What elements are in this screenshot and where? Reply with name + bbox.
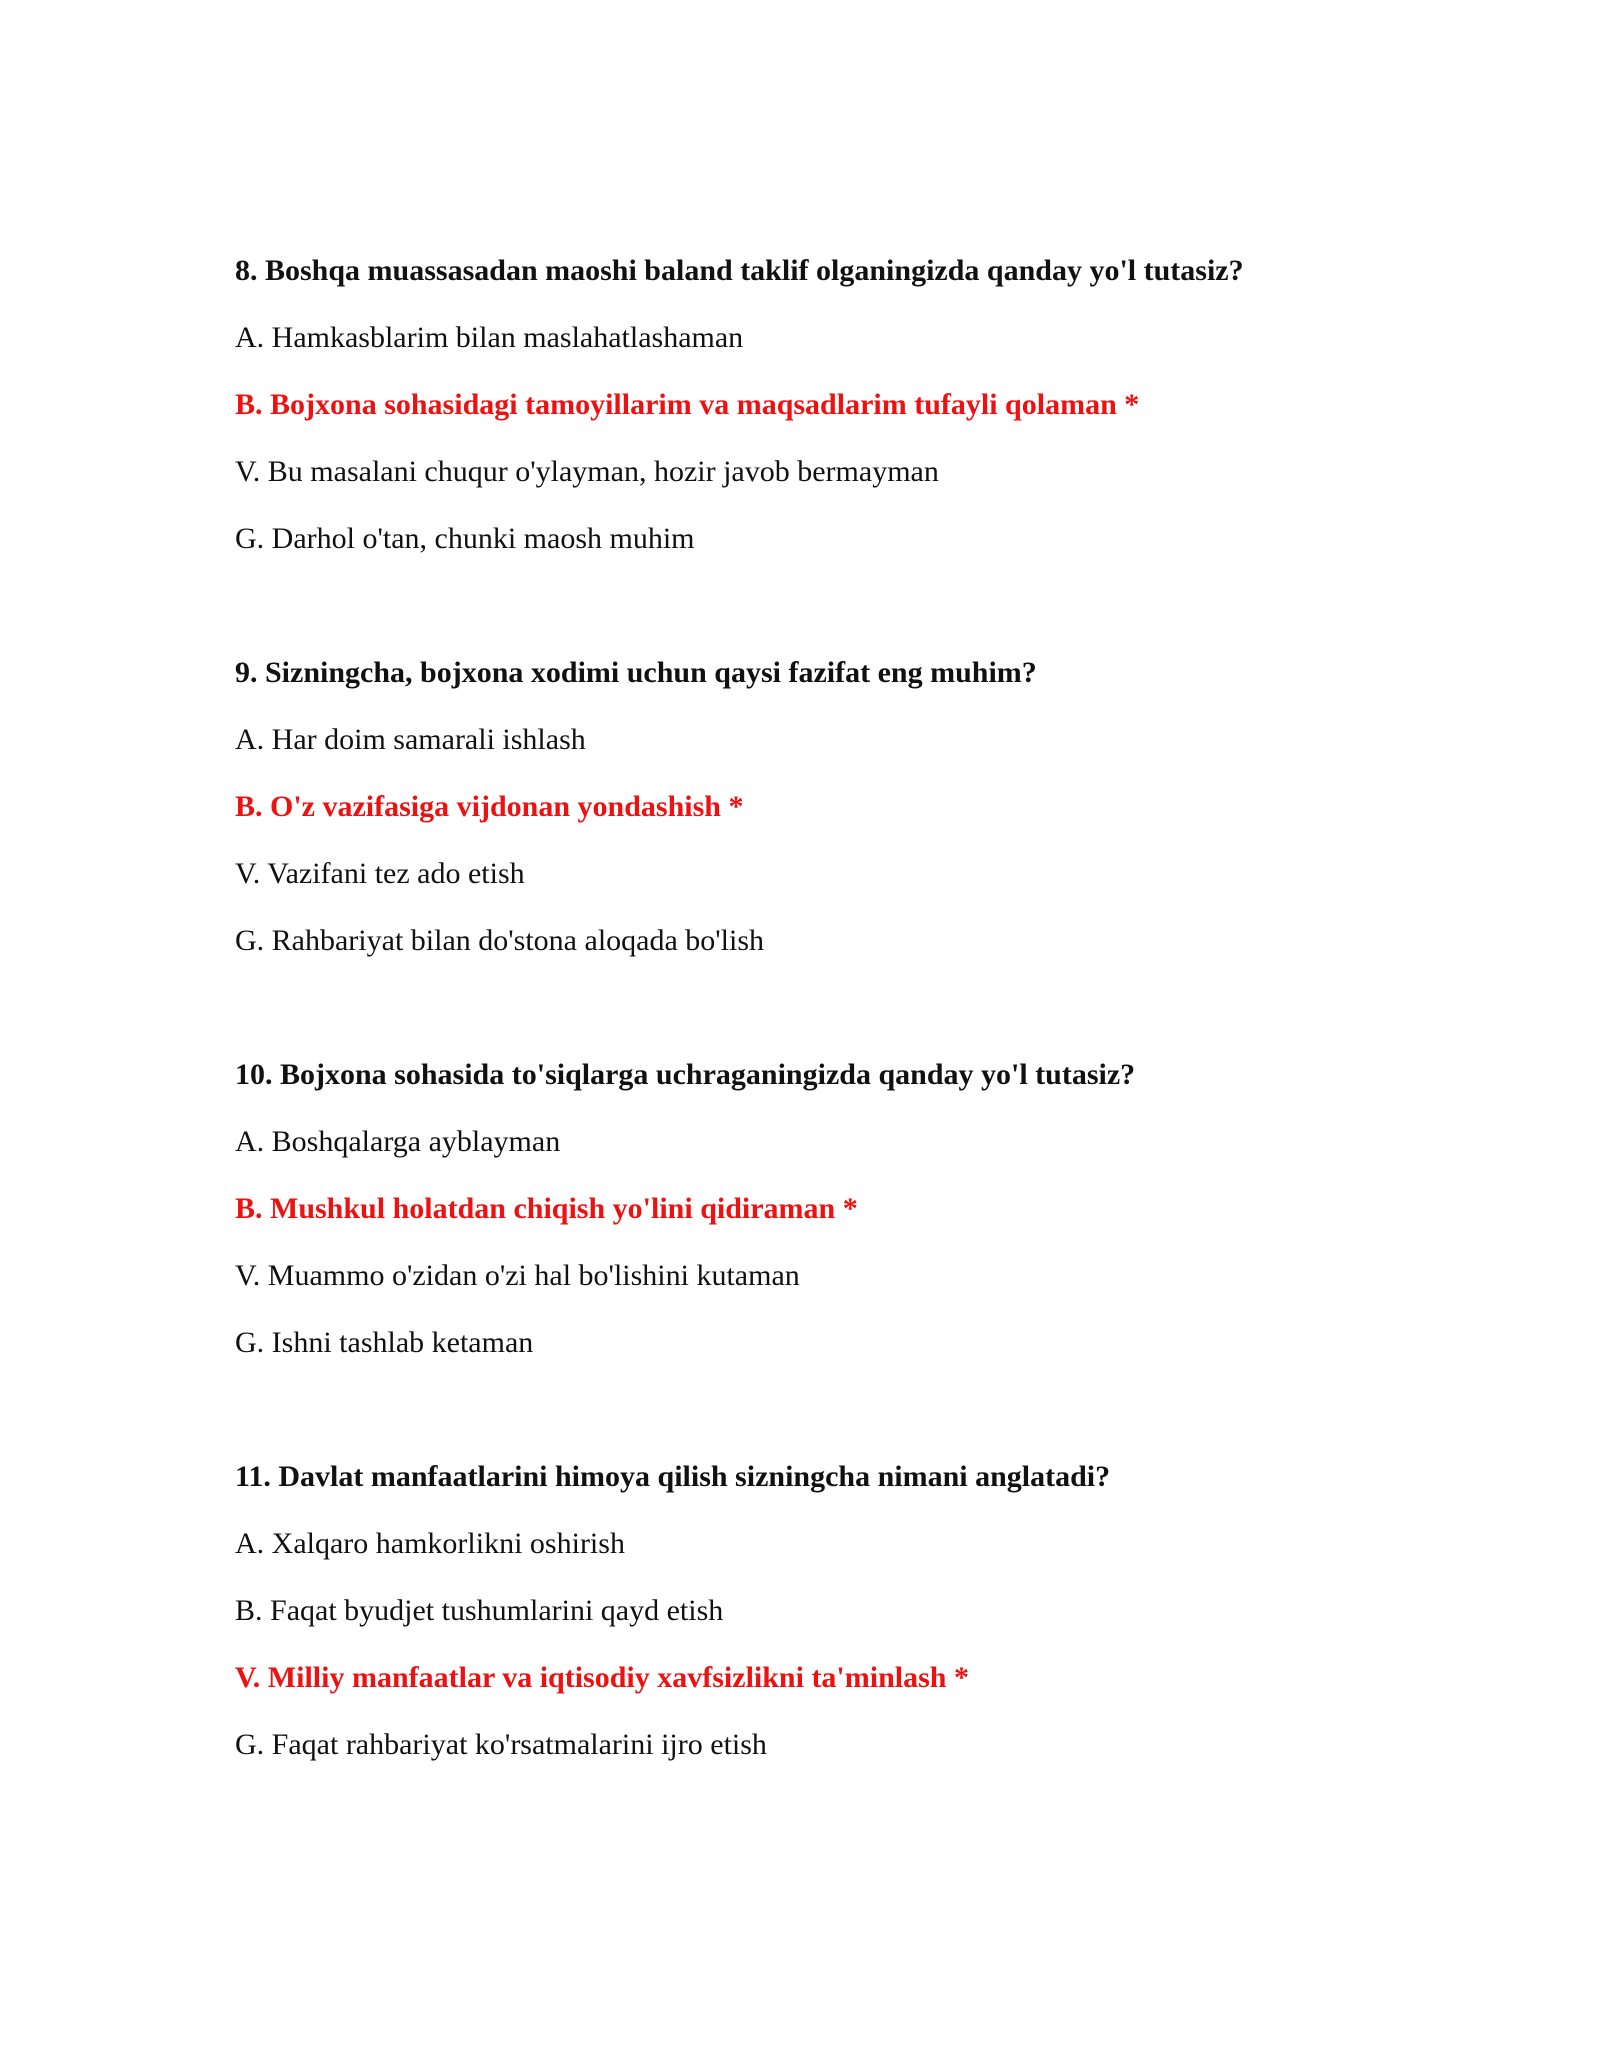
question-divider — [235, 1391, 1415, 1458]
answer-option-g: G. Rahbariyat bilan do'stona aloqada bo'lish — [235, 924, 765, 957]
answer-option-v: V. Bu masalani chuqur o'ylayman, hozir javob bermayman — [235, 455, 939, 488]
question-8 — [235, 252, 1415, 558]
answer-option-g: G. Darhol o'tan, chunki maosh muhim — [235, 522, 695, 555]
answer-option-g: G. Faqat rahbariyat ko'rsatmalarini ijro etish — [235, 1728, 767, 1761]
answer-option-g: G. Ishni tashlab ketaman — [235, 1326, 534, 1359]
answer-option-a: A. Hamkasblarim bilan maslahatlashaman — [235, 321, 744, 354]
question-9 — [235, 654, 1415, 960]
answer-option-b: B. Faqat byudjet tushumlarini qayd etish — [235, 1594, 724, 1627]
answer-option-b-correct: B. Mushkul holatdan chiqish yo'lini qidiraman * — [235, 1192, 858, 1225]
question-title: 10. Bojxona sohasida to'siqlarga uchraganingizda qanday yo'l tutasiz? — [235, 1058, 1136, 1091]
question-title: 8. Boshqa muassasadan maoshi baland taklif olganingizda qanday yo'l tutasiz? — [235, 254, 1244, 287]
answer-option-v-correct: V. Milliy manfaatlar va iqtisodiy xavfsizlikni ta'minlash * — [235, 1661, 969, 1694]
answer-option-v: V. Vazifani tez ado etish — [235, 857, 525, 890]
answer-option-a: A. Har doim samarali ishlash — [235, 723, 586, 756]
question-11 — [235, 1458, 1415, 1764]
question-title: 11. Davlat manfaatlarini himoya qilish sizningcha nimani anglatadi? — [235, 1460, 1111, 1493]
answer-option-b-correct: B. Bojxona sohasidagi tamoyillarim va maqsadlarim tufayli qolaman * — [235, 388, 1140, 421]
answer-option-b-correct: B. O'z vazifasiga vijdonan yondashish * — [235, 790, 744, 823]
question-title: 9. Sizningcha, bojxona xodimi uchun qaysi fazifat eng muhim? — [235, 656, 1037, 689]
answer-option-a: A. Boshqalarga ayblayman — [235, 1125, 561, 1158]
question-divider — [235, 989, 1415, 1056]
question-divider — [235, 587, 1415, 654]
answer-option-a: A. Xalqaro hamkorlikni oshirish — [235, 1527, 625, 1560]
quiz-page — [235, 252, 1415, 1793]
question-10 — [235, 1056, 1415, 1362]
answer-option-v: V. Muammo o'zidan o'zi hal bo'lishini kutaman — [235, 1259, 800, 1292]
